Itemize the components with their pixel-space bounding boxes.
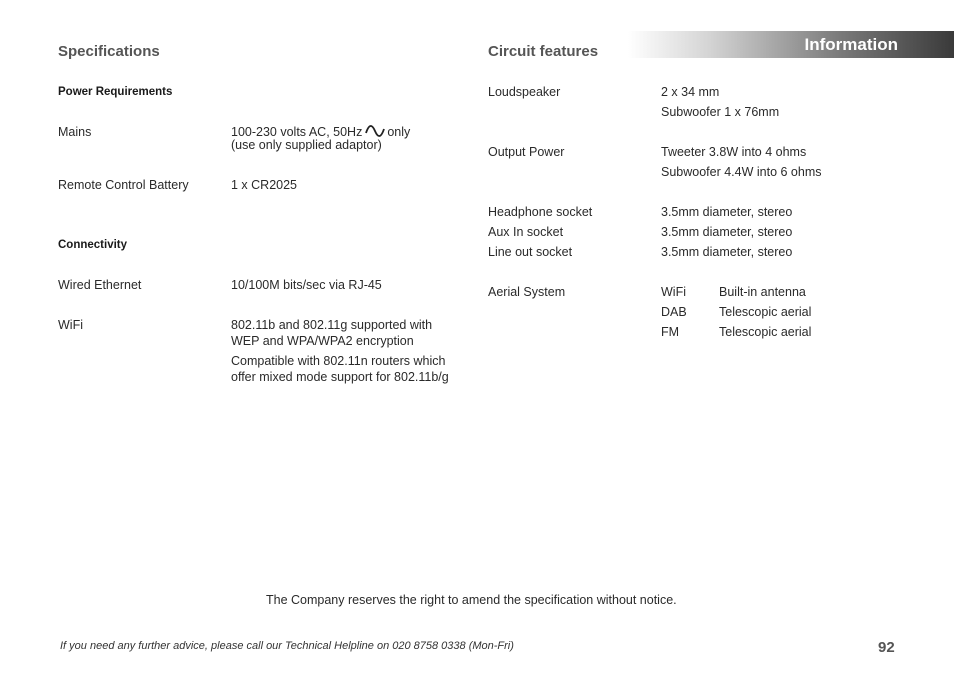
aux-in-socket-label: Aux In socket: [488, 225, 564, 239]
aerial-value-fm: Telescopic aerial: [719, 325, 812, 339]
section-banner: [628, 31, 954, 58]
ethernet-label: Wired Ethernet: [58, 278, 142, 292]
helpline-note: If you need any further advice, please call our Technical Helpline on 020 8758 0338 (Mon-Fri): [60, 640, 514, 652]
loudspeaker-label: Loudspeaker: [488, 85, 561, 99]
battery-value: 1 x CR2025: [231, 178, 298, 192]
connectivity-heading: Connectivity: [58, 239, 128, 251]
circuit-features-heading: Circuit features: [488, 43, 599, 60]
battery-label: Remote Control Battery: [58, 178, 189, 192]
wifi-value-line-1: 802.11b and 802.11g supported with: [231, 318, 433, 332]
section-title: Information: [804, 35, 898, 54]
line-out-socket-value: 3.5mm diameter, stereo: [661, 245, 793, 259]
power-requirements-heading: Power Requirements: [58, 86, 173, 98]
aerial-value-wifi: Built-in antenna: [719, 285, 806, 299]
line-out-socket-label: Line out socket: [488, 245, 573, 259]
mains-value-suffix: only: [387, 125, 411, 139]
aerial-band-fm: FM: [661, 325, 680, 339]
loudspeaker-value-2: Subwoofer 1 x 76mm: [661, 105, 780, 119]
specification-notice: The Company reserves the right to amend the specification without notice.: [266, 593, 677, 607]
output-power-value-2: Subwoofer 4.4W into 6 ohms: [661, 165, 822, 179]
aerial-band-wifi: WiFi: [661, 285, 686, 299]
wifi-label: WiFi: [58, 318, 83, 332]
mains-label: Mains: [58, 125, 92, 139]
aerial-band-dab: DAB: [661, 305, 687, 319]
headphone-socket-value: 3.5mm diameter, stereo: [661, 205, 793, 219]
headphone-socket-label: Headphone socket: [488, 205, 593, 219]
wifi-value-line-3: Compatible with 802.11n routers which: [231, 354, 446, 368]
specifications-heading: Specifications: [58, 43, 160, 60]
aerial-system-label: Aerial System: [488, 285, 566, 299]
ethernet-value: 10/100M bits/sec via RJ-45: [231, 278, 382, 292]
loudspeaker-value-1: 2 x 34 mm: [661, 85, 720, 99]
aux-in-socket-value: 3.5mm diameter, stereo: [661, 225, 793, 239]
aerial-value-dab: Telescopic aerial: [719, 305, 812, 319]
output-power-value-1: Tweeter 3.8W into 4 ohms: [661, 145, 807, 159]
mains-note: (use only supplied adaptor): [231, 138, 382, 152]
wifi-value-line-4: offer mixed mode support for 802.11b/g: [231, 370, 449, 384]
wifi-value-line-2: WEP and WPA/WPA2 encryption: [231, 334, 414, 348]
mains-value-text: 100-230 volts AC, 50Hz: [231, 125, 363, 139]
sine-wave-icon: [365, 124, 385, 138]
page-number: 92: [878, 639, 895, 656]
output-power-label: Output Power: [488, 145, 565, 159]
